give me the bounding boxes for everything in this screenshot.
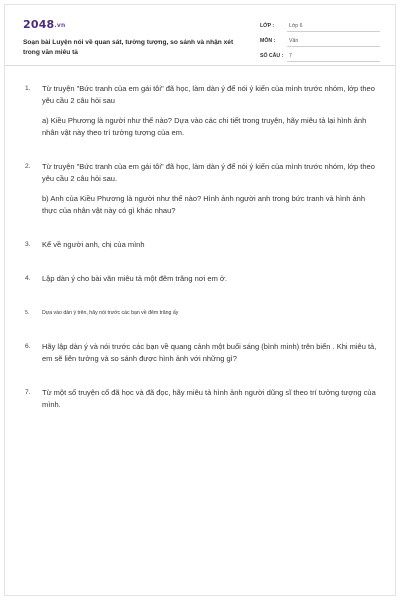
question-item <box>25 341 380 365</box>
question-number: 3. <box>25 241 31 248</box>
question-number: 4. <box>25 275 31 282</box>
question-subtext: b) Anh của Kiều Phương là người như thế nào? Hình ảnh người anh trong bức tranh và hình ảnh thực của nhân vật này có gì khác nhau? <box>42 194 365 215</box>
question-item <box>25 307 380 319</box>
meta-value: Lớp 6 <box>287 20 380 32</box>
question-item <box>25 387 380 411</box>
question-text: Lập dàn ý cho bài văn miêu tả một đêm trăng nơi em ở. <box>42 274 227 283</box>
question-item <box>25 239 380 251</box>
meta-row-class <box>260 20 380 32</box>
document-title: Soạn bài Luyện nói về quan sát, tưởng tượng, so sánh và nhận xét trong văn miêu tả <box>23 39 234 56</box>
question-number: 6. <box>25 343 31 350</box>
question-number: 7. <box>25 389 31 396</box>
question-item <box>25 273 380 285</box>
site-logo[interactable] <box>23 18 65 31</box>
question-item <box>25 161 380 217</box>
question-text: Kể về người anh, chị của mình <box>42 240 145 249</box>
meta-label: MÔN : <box>260 38 276 44</box>
question-text: Hãy lập dàn ý và nói trước các bạn về quang cảnh một buổi sáng (bình minh) trên biển . Khi miêu tả, em sẽ liên tưởng và so sánh được hình ảnh với những gì? <box>42 342 377 363</box>
question-list <box>25 83 380 433</box>
question-text: Dựa vào dàn ý trên, hãy nói trước các bạn về đêm trăng ấy <box>42 310 179 316</box>
question-number: 2. <box>25 163 31 170</box>
question-subtext: a) Kiều Phương là người như thế nào? Dựa vào các chi tiết trong truyện, hãy miêu tả lại hình ảnh nhân vật này theo trí tưởng tượng của em. <box>42 116 367 137</box>
meta-row-count <box>260 50 380 62</box>
document-header <box>5 5 395 66</box>
meta-value: Văn <box>287 35 380 47</box>
meta-value: 7 <box>287 50 380 62</box>
question-item <box>25 83 380 139</box>
document-page <box>4 4 396 596</box>
meta-row-subject <box>260 35 380 47</box>
question-text: Từ truyện "Bức tranh của em gái tôi" đã học, làm dàn ý để nói ý kiến của mình trước nhóm, lớp theo yêu cầu 2 câu hỏi sau. <box>42 162 375 183</box>
logo-tld: .vn <box>54 22 66 29</box>
meta-label: LỚP : <box>260 23 275 29</box>
question-text: Từ một số truyện cổ đã học và đã đọc, hãy miêu tả hình ảnh người dũng sĩ theo trí tưởng tượng của mình. <box>42 388 376 409</box>
question-number: 1. <box>25 85 31 92</box>
document-meta <box>260 20 380 65</box>
logo-number: 2048 <box>23 18 55 31</box>
meta-label: SỐ CÂU : <box>260 53 284 59</box>
question-text: Từ truyện "Bức tranh của em gái tôi" đã học, làm dàn ý để nói ý kiến của mình trước nhóm, lớp theo yêu cầu 2 câu hỏi sau <box>42 84 375 105</box>
question-number: 5. <box>25 310 30 316</box>
